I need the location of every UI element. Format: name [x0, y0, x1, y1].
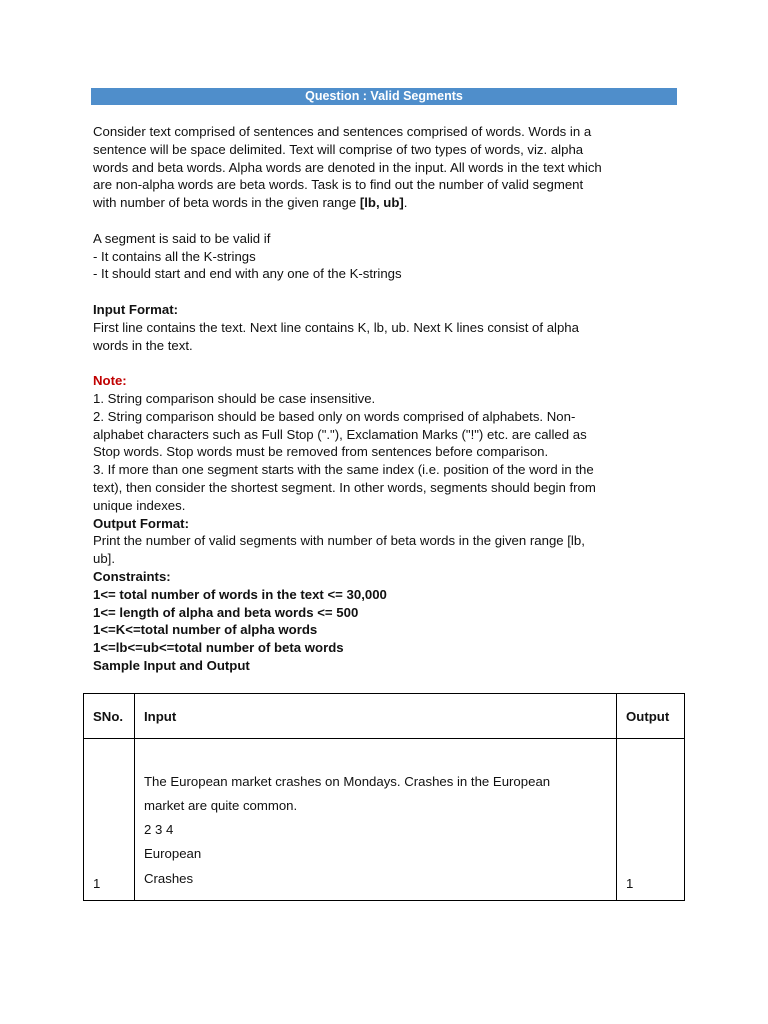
input-format-line: First line contains the text. Next line contains K, lb, ub. Next K lines consist of alpha	[93, 319, 579, 335]
note-line: Stop words. Stop words must be removed from sentences before comparison.	[93, 444, 549, 460]
input-line: 2 3 4	[144, 822, 174, 838]
constraints-heading: Constraints:	[93, 568, 171, 584]
input-line: The European market crashes on Mondays. Crashes in the European	[144, 773, 551, 789]
header-input: Input	[135, 694, 617, 739]
page-title: Question : Valid Segments	[91, 88, 677, 105]
note-heading: Note:	[93, 373, 127, 389]
note-line: text), then consider the shortest segment. In other words, segments should begin from	[93, 479, 596, 495]
cell-sno: 1	[84, 739, 135, 901]
paragraph-line	[93, 194, 683, 212]
note-line: unique indexes.	[93, 497, 186, 513]
paragraph-line: sentence will be space delimited. Text will comprise of two types of words, viz. alpha	[93, 141, 584, 157]
note-line: 2. String comparison should be based only on words comprised of alphabets. Non-	[93, 408, 576, 424]
input-line: European	[144, 846, 202, 862]
note-line: 1. String comparison should be case insensitive.	[93, 390, 376, 406]
constraint-line: 1<=lb<=ub<=total number of beta words	[93, 640, 344, 656]
valid-rule: - It should start and end with any one of the K-strings	[93, 266, 402, 282]
cell-input	[135, 739, 617, 901]
input-format-line: words in the text.	[93, 337, 193, 353]
table-header-row	[84, 694, 685, 739]
header-sno: SNo.	[84, 694, 135, 739]
problem-statement	[93, 123, 683, 675]
input-line: Crashes	[144, 870, 194, 886]
input-format-heading: Input Format:	[93, 301, 178, 317]
paragraph-period: .	[403, 195, 408, 211]
sample-heading: Sample Input and Output	[93, 657, 250, 673]
paragraph-line: are non-alpha words are beta words. Task is to find out the number of valid segment	[93, 177, 584, 193]
cell-output: 1	[617, 739, 685, 901]
header-output: Output	[617, 694, 685, 739]
paragraph-text: with number of beta words in the given range	[93, 195, 360, 211]
note-line: alphabet characters such as Full Stop ("."), Exclamation Marks ("!") etc. are called as	[93, 426, 587, 442]
table-row	[84, 739, 685, 901]
constraint-line: 1<= length of alpha and beta words <= 500	[93, 604, 359, 620]
constraint-line: 1<= total number of words in the text <= 30,000	[93, 586, 387, 602]
output-format-line: ub].	[93, 551, 115, 567]
range-notation: [lb, ub]	[359, 195, 404, 211]
output-format-line: Print the number of valid segments with number of beta words in the given range [lb,	[93, 533, 585, 549]
valid-intro: A segment is said to be valid if	[93, 230, 271, 246]
valid-rule: - It contains all the K-strings	[93, 248, 256, 264]
paragraph-line: Consider text comprised of sentences and sentences comprised of words. Words in a	[93, 124, 592, 139]
output-format-heading: Output Format:	[93, 515, 189, 531]
sample-table	[83, 693, 685, 901]
constraint-line: 1<=K<=total number of alpha words	[93, 622, 318, 638]
paragraph-line: words and beta words. Alpha words are denoted in the input. All words in the text which	[93, 159, 602, 175]
input-line: market are quite common.	[144, 797, 298, 813]
note-line: 3. If more than one segment starts with the same index (i.e. position of the word in the	[93, 462, 594, 478]
